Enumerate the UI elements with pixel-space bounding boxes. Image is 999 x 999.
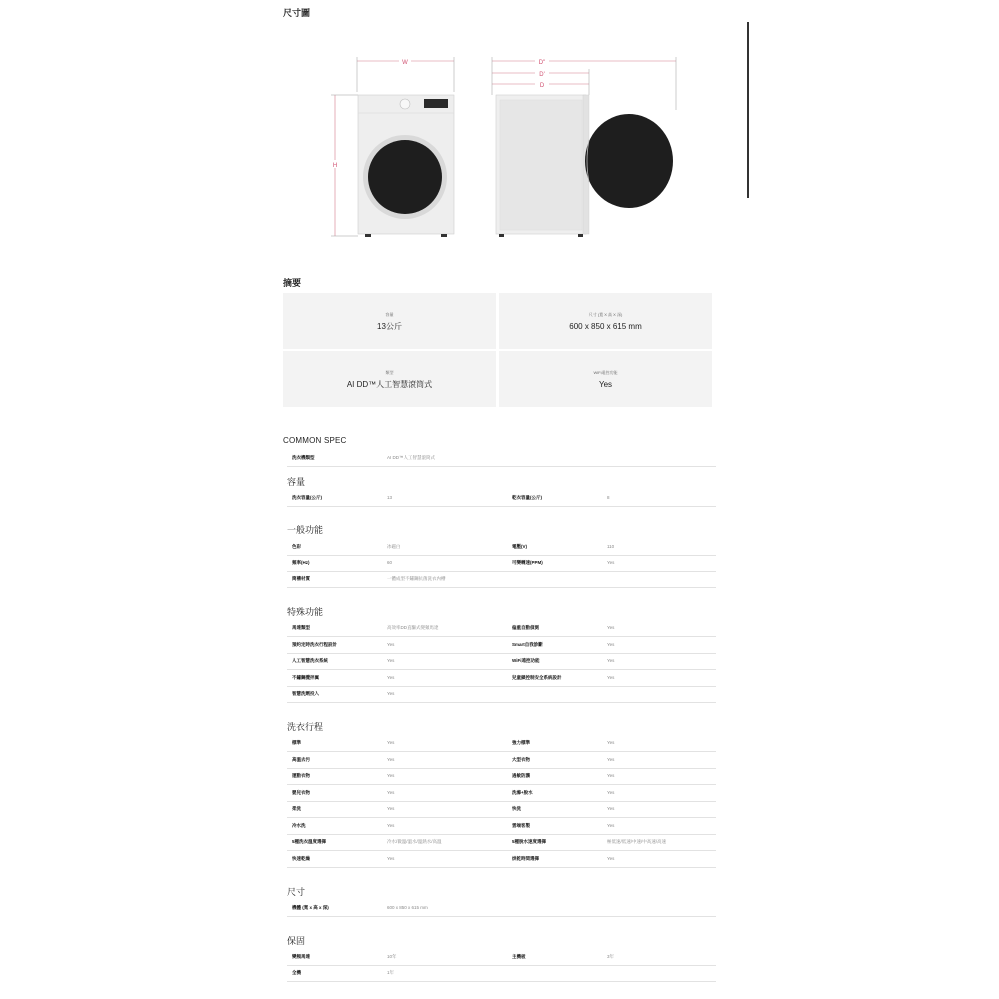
scrollbar[interactable]: [747, 22, 749, 198]
summary-value: Yes: [598, 380, 613, 389]
spec-value: Yes: [387, 658, 395, 663]
spec-value: 8: [607, 495, 610, 500]
spec-row: [287, 621, 716, 637]
spec-key: 馬達類型: [292, 625, 310, 630]
category-general: 一般功能: [287, 525, 324, 535]
depth-label: D: [539, 83, 545, 89]
spec-value: Yes: [607, 560, 615, 565]
spec-key: 冷水洗: [292, 823, 306, 828]
spec-value: Yes: [607, 757, 615, 762]
spec-row: [287, 852, 716, 868]
spec-key: WiFi遠控功能: [512, 658, 540, 663]
spec-key: 5種洗衣溫度選擇: [292, 839, 327, 844]
spec-key: 預約定時洗衣行程設計: [292, 642, 337, 647]
common-spec-title: COMMON SPEC: [283, 436, 347, 445]
spec-key: 變頻馬達: [292, 954, 310, 959]
summary-value: AI DD™人工智慧滾筒式: [346, 380, 433, 389]
summary-wifi: [499, 351, 712, 407]
spec-value: Yes: [607, 806, 615, 811]
spec-value: Yes: [607, 823, 615, 828]
spec-key: 運動衣物: [292, 773, 310, 778]
spec-row: [287, 966, 716, 982]
spec-value: Yes: [607, 790, 615, 795]
spec-key: 大型衣物: [512, 757, 530, 762]
spec-value: Yes: [387, 642, 395, 647]
spec-value: Yes: [607, 625, 615, 630]
spec-key: 快洗: [512, 806, 521, 811]
spec-value: 60: [387, 560, 393, 565]
spec-row: [287, 819, 716, 835]
spec-key: 洗衣機類型: [292, 455, 315, 460]
category-warranty: 保固: [287, 936, 306, 946]
summary-label: WiFi遠控功能: [593, 370, 618, 375]
spec-key: 不鏽鋼攪拌翼: [292, 675, 319, 680]
spec-row: [287, 802, 716, 818]
spec-row: [287, 556, 716, 572]
spec-row: [287, 950, 716, 966]
spec-key: 智慧洗劑投入: [292, 691, 319, 696]
spec-key: 嬰兒衣物: [292, 790, 310, 795]
width-label: W: [402, 60, 408, 66]
spec-value: Yes: [387, 790, 395, 795]
spec-row: [287, 769, 716, 785]
spec-row: [287, 572, 716, 588]
spec-value: Yes: [607, 740, 615, 745]
spec-value: Yes: [387, 773, 395, 778]
spec-key: 色彩: [292, 544, 301, 549]
spec-key: 快速乾燥: [292, 856, 310, 861]
summary-value: 600 x 850 x 615 mm: [569, 322, 642, 331]
spec-key: 高溫去污: [292, 757, 310, 762]
dimensions-title: 尺寸圖: [283, 8, 311, 18]
spec-value: Yes: [607, 856, 615, 861]
summary-title: 摘要: [283, 278, 302, 288]
dimension-diagram: [283, 40, 743, 250]
spec-value: Yes: [607, 675, 615, 680]
category-dimensions: 尺寸: [287, 887, 306, 897]
spec-row: [287, 687, 716, 703]
spec-value: 110: [607, 544, 615, 549]
spec-row: [287, 753, 716, 769]
spec-value: Yes: [387, 856, 395, 861]
spec-value: Yes: [387, 823, 395, 828]
summary-label: 類型: [385, 370, 394, 375]
spec-row: [287, 835, 716, 851]
spec-row: [287, 736, 716, 752]
depth-total-label: D': [539, 72, 545, 78]
spec-row: [287, 786, 716, 802]
spec-key: 電壓(V): [512, 544, 527, 549]
spec-row: [287, 491, 716, 507]
summary-capacity: [283, 293, 496, 349]
spec-value: 13: [387, 495, 393, 500]
spec-key: 柔洗: [292, 806, 301, 811]
spec-key: 偏重自動偵測: [512, 625, 539, 630]
summary-type: [283, 351, 496, 407]
summary-dimensions: [499, 293, 712, 349]
spec-value: 10年: [387, 954, 397, 959]
spec-key: 強力標準: [512, 740, 530, 745]
height-label: H: [332, 163, 338, 169]
spec-key: 主機板: [512, 954, 526, 959]
spec-row: [287, 901, 716, 917]
spec-value: Yes: [607, 773, 615, 778]
spec-value: 冰磁白: [387, 544, 401, 549]
spec-value: Yes: [387, 675, 395, 680]
spec-key: 5種脫水速度選擇: [512, 839, 547, 844]
spec-key: 烘乾時間選擇: [512, 856, 539, 861]
category-capacity: 容量: [287, 477, 306, 487]
spec-row: [287, 654, 716, 670]
spec-key: 標準: [292, 740, 301, 745]
spec-key: 機體 (寬 x 高 x 深): [292, 905, 329, 910]
spec-value: 一體成型不鏽鋼抗菌洗衣內槽: [387, 576, 446, 581]
spec-value: Yes: [387, 757, 395, 762]
spec-key: 洗滌+脫水: [512, 790, 533, 795]
spec-row: [287, 671, 716, 687]
spec-key: 乾衣容量(公斤): [512, 495, 542, 500]
spec-value: Yes: [387, 740, 395, 745]
summary-label: 容量: [385, 312, 394, 317]
spec-key: 可變轉速(PPM): [512, 560, 543, 565]
spec-row: [287, 540, 716, 556]
spec-value: 極低速/低速/中速/中高速/高速: [607, 839, 666, 844]
spec-value: Yes: [607, 658, 615, 663]
spec-value: Yes: [387, 691, 395, 696]
spec-key: 頻率(Hz): [292, 560, 310, 565]
spec-key: 人工智慧洗衣系統: [292, 658, 328, 663]
spec-key: 雲端客製: [512, 823, 530, 828]
category-programs: 洗衣行程: [287, 722, 324, 732]
spec-key: 全機: [292, 970, 301, 975]
summary-value: 13公斤: [377, 322, 402, 331]
washer-side-view: [496, 95, 673, 237]
spec-value: AI DD™人工智慧滾筒式: [387, 455, 436, 460]
spec-value: 冷水/微溫/溫水/溫熱水/高溫: [387, 839, 442, 844]
spec-row: [287, 451, 716, 467]
spec-value: 高效率DD直驅式變頻馬達: [387, 625, 439, 630]
spec-value: Yes: [607, 642, 615, 647]
spec-value: Yes: [387, 806, 395, 811]
category-special: 特殊功能: [287, 607, 324, 617]
spec-value: 1年: [387, 970, 395, 975]
summary-label: 尺寸 (寬 X 高 X 深): [588, 312, 623, 317]
spec-key: Smart自我診斷: [512, 642, 543, 647]
summary-grid: [283, 293, 713, 407]
washer-front-view: [358, 95, 454, 237]
spec-key: 兒童鎖控制安全系統設計: [512, 675, 562, 680]
spec-key: 洗衣容量(公斤): [292, 495, 322, 500]
spec-key: 筒槽材質: [292, 576, 310, 581]
spec-row: [287, 638, 716, 654]
spec-value: 3年: [607, 954, 615, 959]
spec-key: 過敏防護: [512, 773, 530, 778]
depth-open-label: D'': [538, 60, 546, 66]
spec-value: 600 x 850 x 615 mm: [387, 905, 428, 910]
